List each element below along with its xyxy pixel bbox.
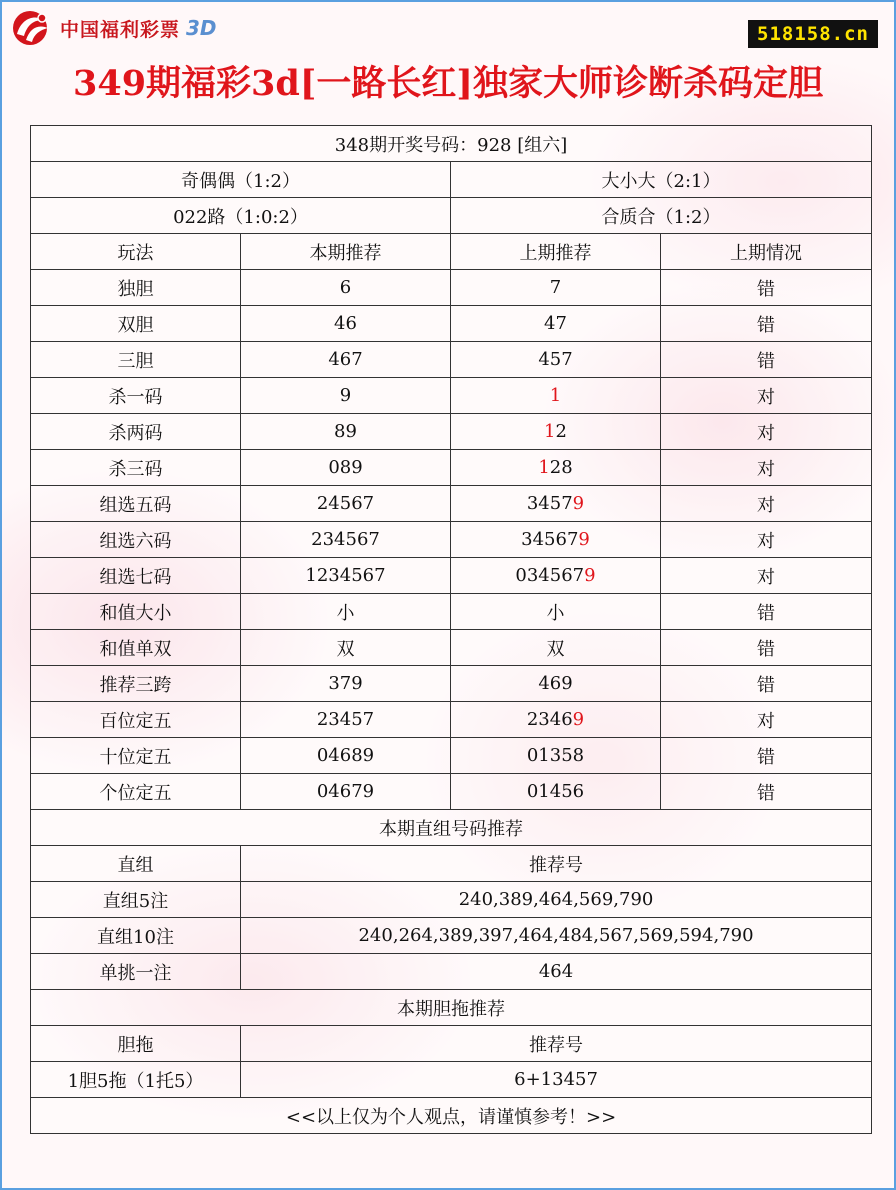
direct-group-value: 464 bbox=[241, 954, 872, 990]
previous-recommendation bbox=[451, 342, 661, 378]
direct-group-title: 本期直组号码推荐 bbox=[31, 810, 872, 846]
prediction-table bbox=[30, 125, 872, 1134]
site-badge: 518158.cn bbox=[748, 20, 878, 48]
previous-result: 错 bbox=[661, 630, 872, 666]
previous-result: 对 bbox=[661, 450, 872, 486]
play-name: 独胆 bbox=[31, 270, 241, 306]
previous-recommendation bbox=[451, 738, 661, 774]
footer-row bbox=[31, 1098, 872, 1134]
previous-digits: 7 bbox=[549, 277, 562, 298]
previous-digits: 小 bbox=[546, 602, 565, 624]
previous-digits: 34567 bbox=[521, 529, 579, 550]
previous-digits: 2346 bbox=[526, 709, 573, 730]
banker-drag-col-value: 推荐号 bbox=[241, 1026, 872, 1062]
prediction-row bbox=[31, 666, 872, 702]
previous-digits: 28 bbox=[549, 457, 573, 478]
direct-group-value: 240,264,389,397,464,484,567,569,594,790 bbox=[241, 918, 872, 954]
previous-hit-digit: 1 bbox=[544, 421, 556, 442]
banker-drag-label: 1胆5拖（1托5） bbox=[31, 1062, 241, 1098]
logo-text: 中国福利彩票 bbox=[60, 18, 181, 41]
previous-result: 对 bbox=[661, 414, 872, 450]
play-name: 推荐三跨 bbox=[31, 666, 241, 702]
prediction-row bbox=[31, 774, 872, 810]
previous-recommendation bbox=[451, 414, 661, 450]
prediction-row bbox=[31, 378, 872, 414]
previous-digits: 01358 bbox=[526, 745, 585, 766]
previous-recommendation bbox=[451, 666, 661, 702]
previous-hit-digit: 9 bbox=[578, 529, 590, 550]
col-header-result: 上期情况 bbox=[661, 234, 872, 270]
play-name: 和值单双 bbox=[31, 630, 241, 666]
previous-recommendation bbox=[451, 450, 661, 486]
banker-drag-value: 6+13457 bbox=[241, 1062, 872, 1098]
draw-headline-row bbox=[31, 126, 872, 162]
banker-drag-title: 本期胆拖推荐 bbox=[31, 990, 872, 1026]
play-name: 杀两码 bbox=[31, 414, 241, 450]
size-pattern: 大小大（2:1） bbox=[451, 162, 872, 198]
previous-recommendation bbox=[451, 702, 661, 738]
prediction-row bbox=[31, 342, 872, 378]
current-recommendation: 24567 bbox=[241, 486, 451, 522]
direct-group-row bbox=[31, 918, 872, 954]
odd-even-pattern: 奇偶偶（1:2） bbox=[31, 162, 451, 198]
direct-group-row bbox=[31, 882, 872, 918]
direct-group-col-label: 直组 bbox=[31, 846, 241, 882]
previous-result: 对 bbox=[661, 378, 872, 414]
previous-hit-digit: 9 bbox=[572, 493, 585, 514]
prediction-row bbox=[31, 738, 872, 774]
draw-pattern-row bbox=[31, 162, 872, 198]
prediction-row bbox=[31, 450, 872, 486]
previous-result: 对 bbox=[661, 522, 872, 558]
play-name: 组选七码 bbox=[31, 558, 241, 594]
prediction-row bbox=[31, 702, 872, 738]
direct-group-label: 直组10注 bbox=[31, 918, 241, 954]
previous-result: 错 bbox=[661, 666, 872, 702]
current-recommendation: 89 bbox=[241, 414, 451, 450]
play-name: 杀三码 bbox=[31, 450, 241, 486]
play-name: 个位定五 bbox=[31, 774, 241, 810]
previous-result: 对 bbox=[661, 558, 872, 594]
page-title: 349期福彩3d[一路长红]独家大师诊断杀码定胆 bbox=[72, 63, 823, 104]
current-recommendation: 46 bbox=[241, 306, 451, 342]
previous-digits: 双 bbox=[546, 638, 565, 660]
logo-3d-text: 3D bbox=[186, 16, 217, 40]
previous-recommendation bbox=[451, 558, 661, 594]
draw-headline: 348期开奖号码：928 [组六] bbox=[31, 126, 872, 162]
previous-hit-digit: 9 bbox=[572, 709, 585, 730]
col-header-current: 本期推荐 bbox=[241, 234, 451, 270]
previous-digits: 01456 bbox=[526, 781, 585, 802]
disclaimer-note: <<以上仅为个人观点，请谨慎参考！>> bbox=[31, 1098, 872, 1134]
previous-hit-digit: 9 bbox=[584, 565, 596, 586]
col-header-play: 玩法 bbox=[31, 234, 241, 270]
current-recommendation: 467 bbox=[241, 342, 451, 378]
previous-recommendation bbox=[451, 378, 661, 414]
previous-recommendation bbox=[451, 270, 661, 306]
column-header-row bbox=[31, 234, 872, 270]
route-pattern: 022路（1:0:2） bbox=[31, 198, 451, 234]
col-header-previous: 上期推荐 bbox=[451, 234, 661, 270]
prediction-row bbox=[31, 486, 872, 522]
welfare-lottery-logo-icon bbox=[8, 8, 54, 48]
prediction-row bbox=[31, 270, 872, 306]
prediction-row bbox=[31, 558, 872, 594]
current-recommendation: 1234567 bbox=[241, 558, 451, 594]
prediction-row bbox=[31, 630, 872, 666]
banker-drag-row bbox=[31, 1062, 872, 1098]
previous-recommendation bbox=[451, 306, 661, 342]
current-recommendation: 04689 bbox=[241, 738, 451, 774]
play-name: 杀一码 bbox=[31, 378, 241, 414]
previous-digits: 457 bbox=[538, 349, 573, 370]
previous-result: 错 bbox=[661, 342, 872, 378]
direct-group-header-row bbox=[31, 846, 872, 882]
play-name: 十位定五 bbox=[31, 738, 241, 774]
prime-pattern: 合质合（1:2） bbox=[451, 198, 872, 234]
current-recommendation: 04679 bbox=[241, 774, 451, 810]
banker-drag-col-label: 胆拖 bbox=[31, 1026, 241, 1062]
direct-group-label: 直组5注 bbox=[31, 882, 241, 918]
current-recommendation: 23457 bbox=[241, 702, 451, 738]
current-recommendation: 双 bbox=[241, 630, 451, 666]
current-recommendation: 379 bbox=[241, 666, 451, 702]
previous-recommendation bbox=[451, 522, 661, 558]
direct-group-row bbox=[31, 954, 872, 990]
previous-recommendation bbox=[451, 630, 661, 666]
prediction-row bbox=[31, 522, 872, 558]
previous-result: 错 bbox=[661, 774, 872, 810]
previous-result: 错 bbox=[661, 594, 872, 630]
previous-hit-digit: 1 bbox=[538, 457, 550, 478]
prediction-row bbox=[31, 594, 872, 630]
previous-digits: 47 bbox=[544, 313, 567, 334]
previous-digits: 2 bbox=[555, 421, 567, 442]
play-name: 双胆 bbox=[31, 306, 241, 342]
previous-result: 错 bbox=[661, 738, 872, 774]
current-recommendation: 9 bbox=[241, 378, 451, 414]
lottery-logo bbox=[8, 8, 217, 48]
previous-digits: 3457 bbox=[526, 493, 573, 514]
current-recommendation: 089 bbox=[241, 450, 451, 486]
previous-recommendation bbox=[451, 594, 661, 630]
previous-result: 对 bbox=[661, 486, 872, 522]
previous-result: 对 bbox=[661, 702, 872, 738]
banker-drag-header-row bbox=[31, 1026, 872, 1062]
direct-group-label: 单挑一注 bbox=[31, 954, 241, 990]
previous-digits: 469 bbox=[538, 673, 573, 694]
banker-drag-title-row bbox=[31, 990, 872, 1026]
draw-route-row bbox=[31, 198, 872, 234]
direct-group-col-value: 推荐号 bbox=[241, 846, 872, 882]
direct-group-title-row bbox=[31, 810, 872, 846]
play-name: 和值大小 bbox=[31, 594, 241, 630]
previous-result: 错 bbox=[661, 306, 872, 342]
previous-recommendation bbox=[451, 774, 661, 810]
play-name: 组选五码 bbox=[31, 486, 241, 522]
previous-result: 错 bbox=[661, 270, 872, 306]
prediction-row bbox=[31, 306, 872, 342]
previous-recommendation bbox=[451, 486, 661, 522]
current-recommendation: 234567 bbox=[241, 522, 451, 558]
previous-digits: 034567 bbox=[515, 565, 585, 586]
current-recommendation: 小 bbox=[241, 594, 451, 630]
previous-hit-digit: 1 bbox=[549, 385, 562, 406]
play-name: 三胆 bbox=[31, 342, 241, 378]
play-name: 百位定五 bbox=[31, 702, 241, 738]
direct-group-value: 240,389,464,569,790 bbox=[241, 882, 872, 918]
play-name: 组选六码 bbox=[31, 522, 241, 558]
current-recommendation: 6 bbox=[241, 270, 451, 306]
prediction-row bbox=[31, 414, 872, 450]
